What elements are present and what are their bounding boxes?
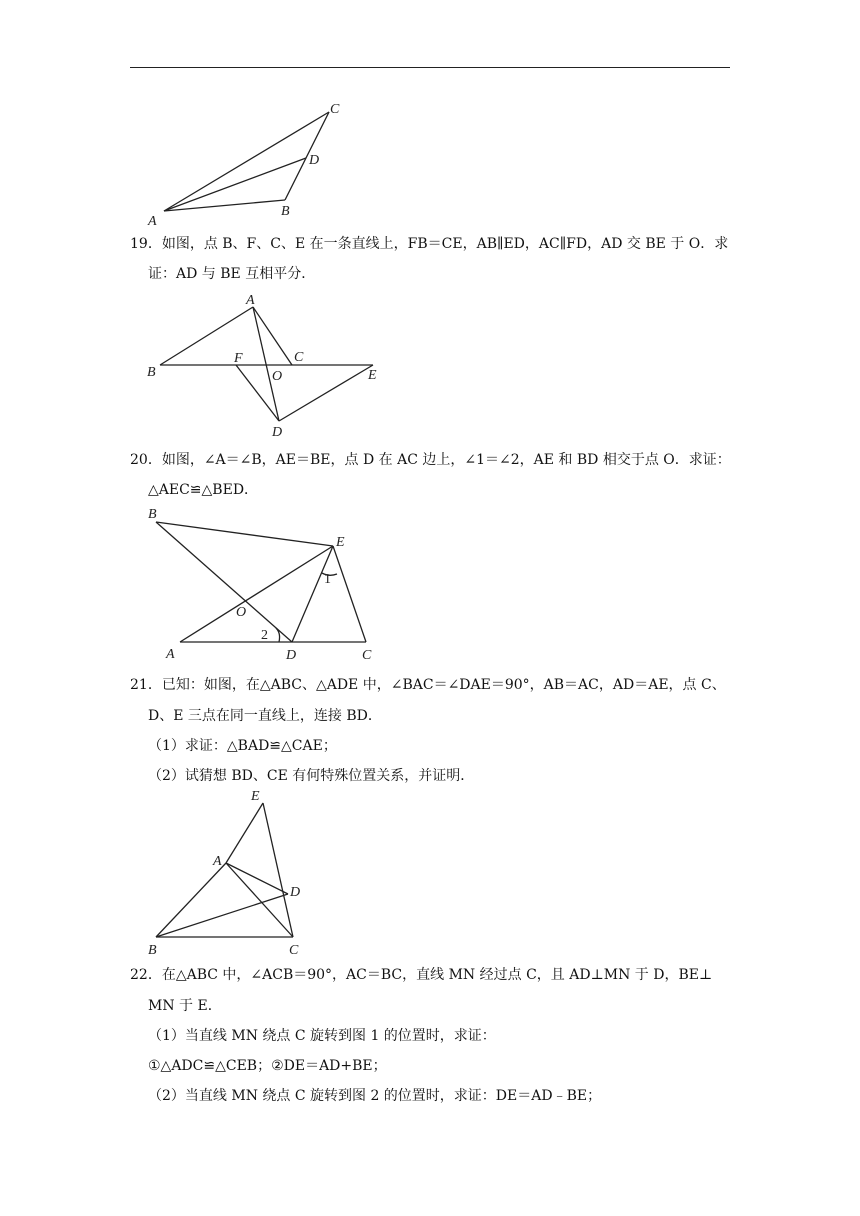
problem-22-line1: 22．在△ABC 中，∠ACB＝90°，AC＝BC，直线 MN 经过点 C，且 AD⊥MN 于 D，BE⊥ <box>130 967 713 983</box>
fig19-label-o: O <box>272 369 283 384</box>
problem-20-line1: 20．如图，∠A＝∠B，AE＝BE，点 D 在 AC 边上，∠1＝∠2，AE 和 BD 相交于点 O．求证： <box>130 452 731 468</box>
fig19-label-f: F <box>234 351 243 366</box>
fig20-label-2: 2 <box>261 628 268 643</box>
fig20-label-1: 1 <box>324 572 331 587</box>
problem-19-line1: 19．如图，点 B、F、C、E 在一条直线上，FB＝CE，AB∥ED，AC∥FD，AD 交 BE 于 O．求 <box>130 236 729 252</box>
fig19-label-a: A <box>246 293 255 308</box>
problem-21-line2: D、E 三点在同一直线上，连接 BD． <box>148 708 382 724</box>
problem-22-sub1b: ①△ADC≌△CEB；②DE＝AD+BE； <box>148 1058 387 1074</box>
fig18-label-d: D <box>309 153 320 168</box>
fig21-label-b: B <box>148 943 157 958</box>
problem-22-sub2: （2）当直线 MN 绕点 C 旋转到图 2 的位置时，求证：DE＝AD﹣BE； <box>148 1088 602 1104</box>
fig20-label-e: E <box>336 535 345 550</box>
fig19-label-d: D <box>272 425 283 440</box>
problem-22-line2: MN 于 E． <box>148 998 222 1014</box>
fig20-label-c: C <box>362 648 372 663</box>
fig21-label-e: E <box>251 789 260 804</box>
fig19-label-c: C <box>294 350 304 365</box>
fig20-label-a: A <box>166 647 175 662</box>
fig20-label-b: B <box>148 507 157 522</box>
figure-21 <box>0 785 860 960</box>
fig19-label-e: E <box>368 368 377 383</box>
fig21-label-c: C <box>289 943 299 958</box>
figure-20 <box>0 500 860 670</box>
problem-22-sub1: （1）当直线 MN 绕点 C 旋转到图 1 的位置时，求证： <box>148 1028 496 1044</box>
fig18-label-c: C <box>330 102 340 117</box>
fig18-label-b: B <box>281 204 290 219</box>
fig18-label-a: A <box>148 214 157 229</box>
problem-20-line2: △AEC≌△BED． <box>148 482 259 498</box>
problem-19-line2: 证：AD 与 BE 互相平分． <box>148 266 316 282</box>
fig20-label-d: D <box>286 648 297 663</box>
figure-18 <box>0 0 860 230</box>
fig20-label-o: O <box>236 605 247 620</box>
fig21-label-d: D <box>290 885 301 900</box>
problem-21-sub2: （2）试猜想 BD、CE 有何特殊位置关系，并证明． <box>148 768 475 784</box>
problem-21-line1: 21．已知：如图，在△ABC、△ADE 中，∠BAC＝∠DAE＝90°，AB＝AC，AD＝AE，点 C、 <box>130 677 726 693</box>
problem-21-sub1: （1）求证：△BAD≌△CAE； <box>148 738 337 754</box>
fig21-label-a: A <box>213 854 222 869</box>
fig19-label-b: B <box>147 365 156 380</box>
figure-19 <box>0 280 860 440</box>
